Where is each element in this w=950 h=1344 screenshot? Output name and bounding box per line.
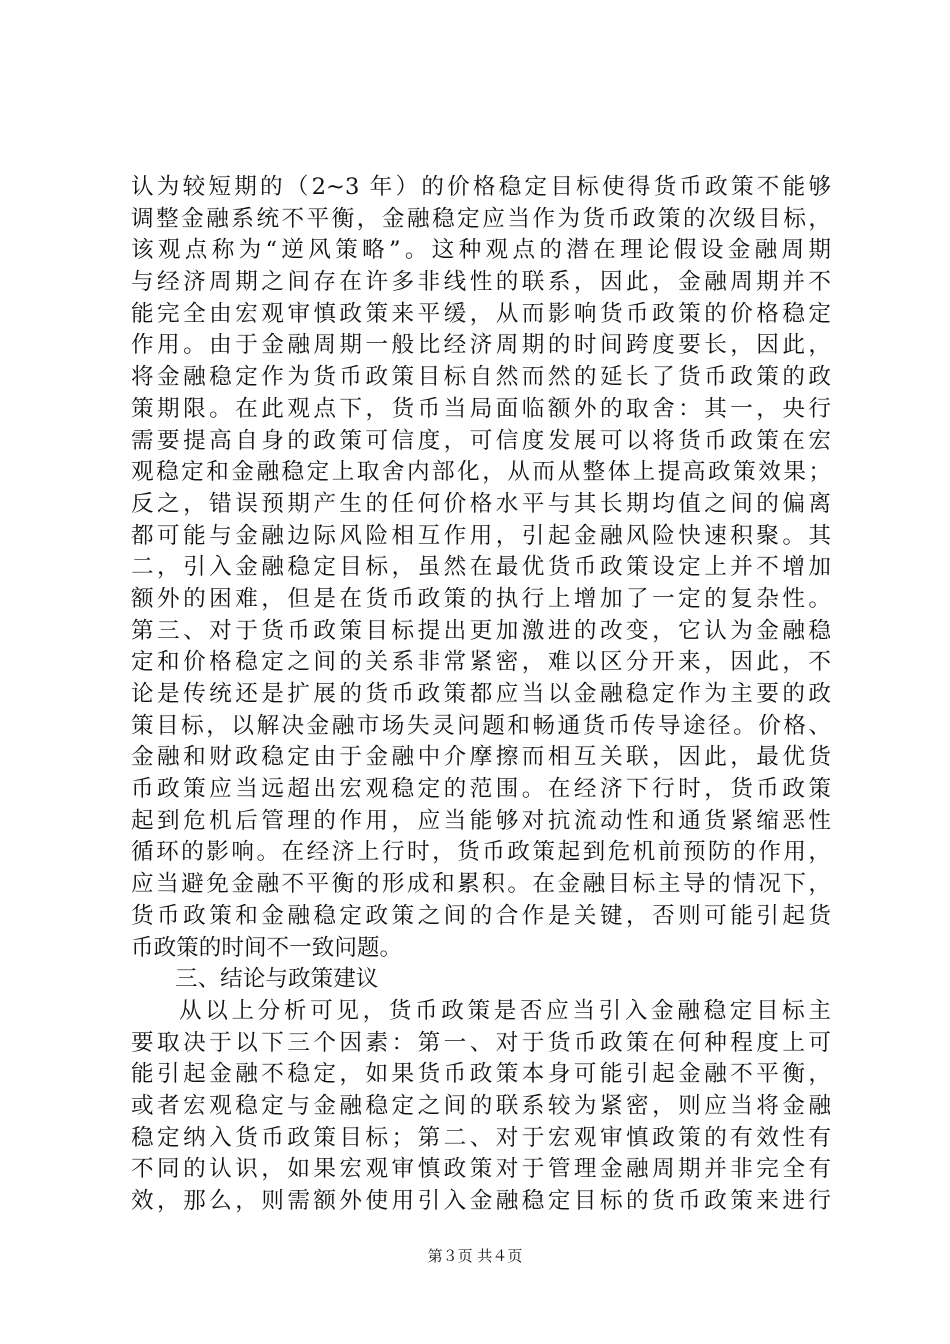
body-line: 调整金融系统不平衡，金融稳定应当作为货币政策的次级目标， [131, 205, 831, 232]
body-line: 金融和财政稳定由于金融中介摩擦而相互关联，因此，最优货 [131, 744, 831, 771]
section-heading: 三、结论与政策建议 [175, 966, 379, 993]
body-line: 作用。由于金融周期一般比经济周期的时间跨度要长，因此， [131, 332, 831, 359]
body-line: 将金融稳定作为货币政策目标自然而然的延长了货币政策的政 [131, 364, 831, 391]
body-line: 策目标，以解决金融市场失灵问题和畅通货币传导途径。价格、 [131, 712, 831, 739]
body-line: 策期限。在此观点下，货币当局面临额外的取舍：其一，央行 [131, 395, 831, 422]
body-line: 不同的认识，如果宏观审慎政策对于管理金融周期并非完全有 [131, 1156, 831, 1183]
body-line: 反之，错误预期产生的任何价格水平与其长期均值之间的偏离 [131, 490, 831, 517]
body-line: 能完全由宏观审慎政策来平缓，从而影响货币政策的价格稳定 [131, 300, 831, 327]
body-line: 都可能与金融边际风险相互作用，引起金融风险快速积聚。其 [131, 522, 831, 549]
body-line: 效，那么，则需额外使用引入金融稳定目标的货币政策来进行 [131, 1188, 831, 1214]
body-line: 观稳定和金融稳定上取舍内部化，从而从整体上提高政策效果； [131, 459, 831, 486]
body-line: 额外的困难，但是在货币政策的执行上增加了一定的复杂性。 [131, 585, 831, 612]
body-line: 该观点称为“逆风策略”。这种观点的潜在理论假设金融周期 [131, 237, 831, 264]
body-line: 第三、对于货币政策目标提出更加激进的改变，它认为金融稳 [131, 617, 831, 644]
body-line: 论是传统还是扩展的货币政策都应当以金融稳定作为主要的政 [131, 681, 831, 707]
body-line: 与经济周期之间存在许多非线性的联系，因此，金融周期并不 [131, 269, 831, 296]
body-line: 稳定纳入货币政策目标；第二、对于宏观审慎政策的有效性有 [131, 1124, 831, 1151]
body-line: 或者宏观稳定与金融稳定之间的联系较为紧密，则应当将金融 [131, 1092, 831, 1119]
body-line: 要取决于以下三个因素：第一、对于货币政策在何种程度上可 [131, 1029, 831, 1056]
body-line: 从以上分析可见，货币政策是否应当引入金融稳定目标主 [179, 997, 831, 1024]
body-line: 能引起金融不稳定，如果货币政策本身可能引起金融不平衡， [131, 1061, 831, 1088]
page-number-footer: 第３页 共４页 [427, 1247, 523, 1265]
body-line: 二，引入金融稳定目标，虽然在最优货币政策设定上并不增加 [131, 554, 831, 581]
body-line: 认为较短期的（2~3 年）的价格稳定目标使得货币政策不能够 [131, 174, 831, 200]
body-line: 循环的影响。在经济上行时，货币政策起到危机前预防的作用， [131, 839, 831, 866]
document-body [131, 172, 831, 1218]
body-line: 应当避免金融不平衡的形成和累积。在金融目标主导的情况下， [131, 871, 831, 898]
body-line: 货币政策和金融稳定政策之间的合作是关键，否则可能引起货 [131, 902, 831, 929]
body-line: 起到危机后管理的作用，应当能够对抗流动性和通货紧缩恶性 [131, 807, 831, 834]
body-line: 需要提高自身的政策可信度，可信度发展可以将货币政策在宏 [131, 427, 831, 454]
body-line: 币政策应当远超出宏观稳定的范围。在经济下行时，货币政策 [131, 776, 831, 803]
body-line: 定和价格稳定之间的关系非常紧密，难以区分开来，因此，不 [131, 649, 831, 676]
body-line: 币政策的时间不一致问题。 [131, 934, 403, 961]
